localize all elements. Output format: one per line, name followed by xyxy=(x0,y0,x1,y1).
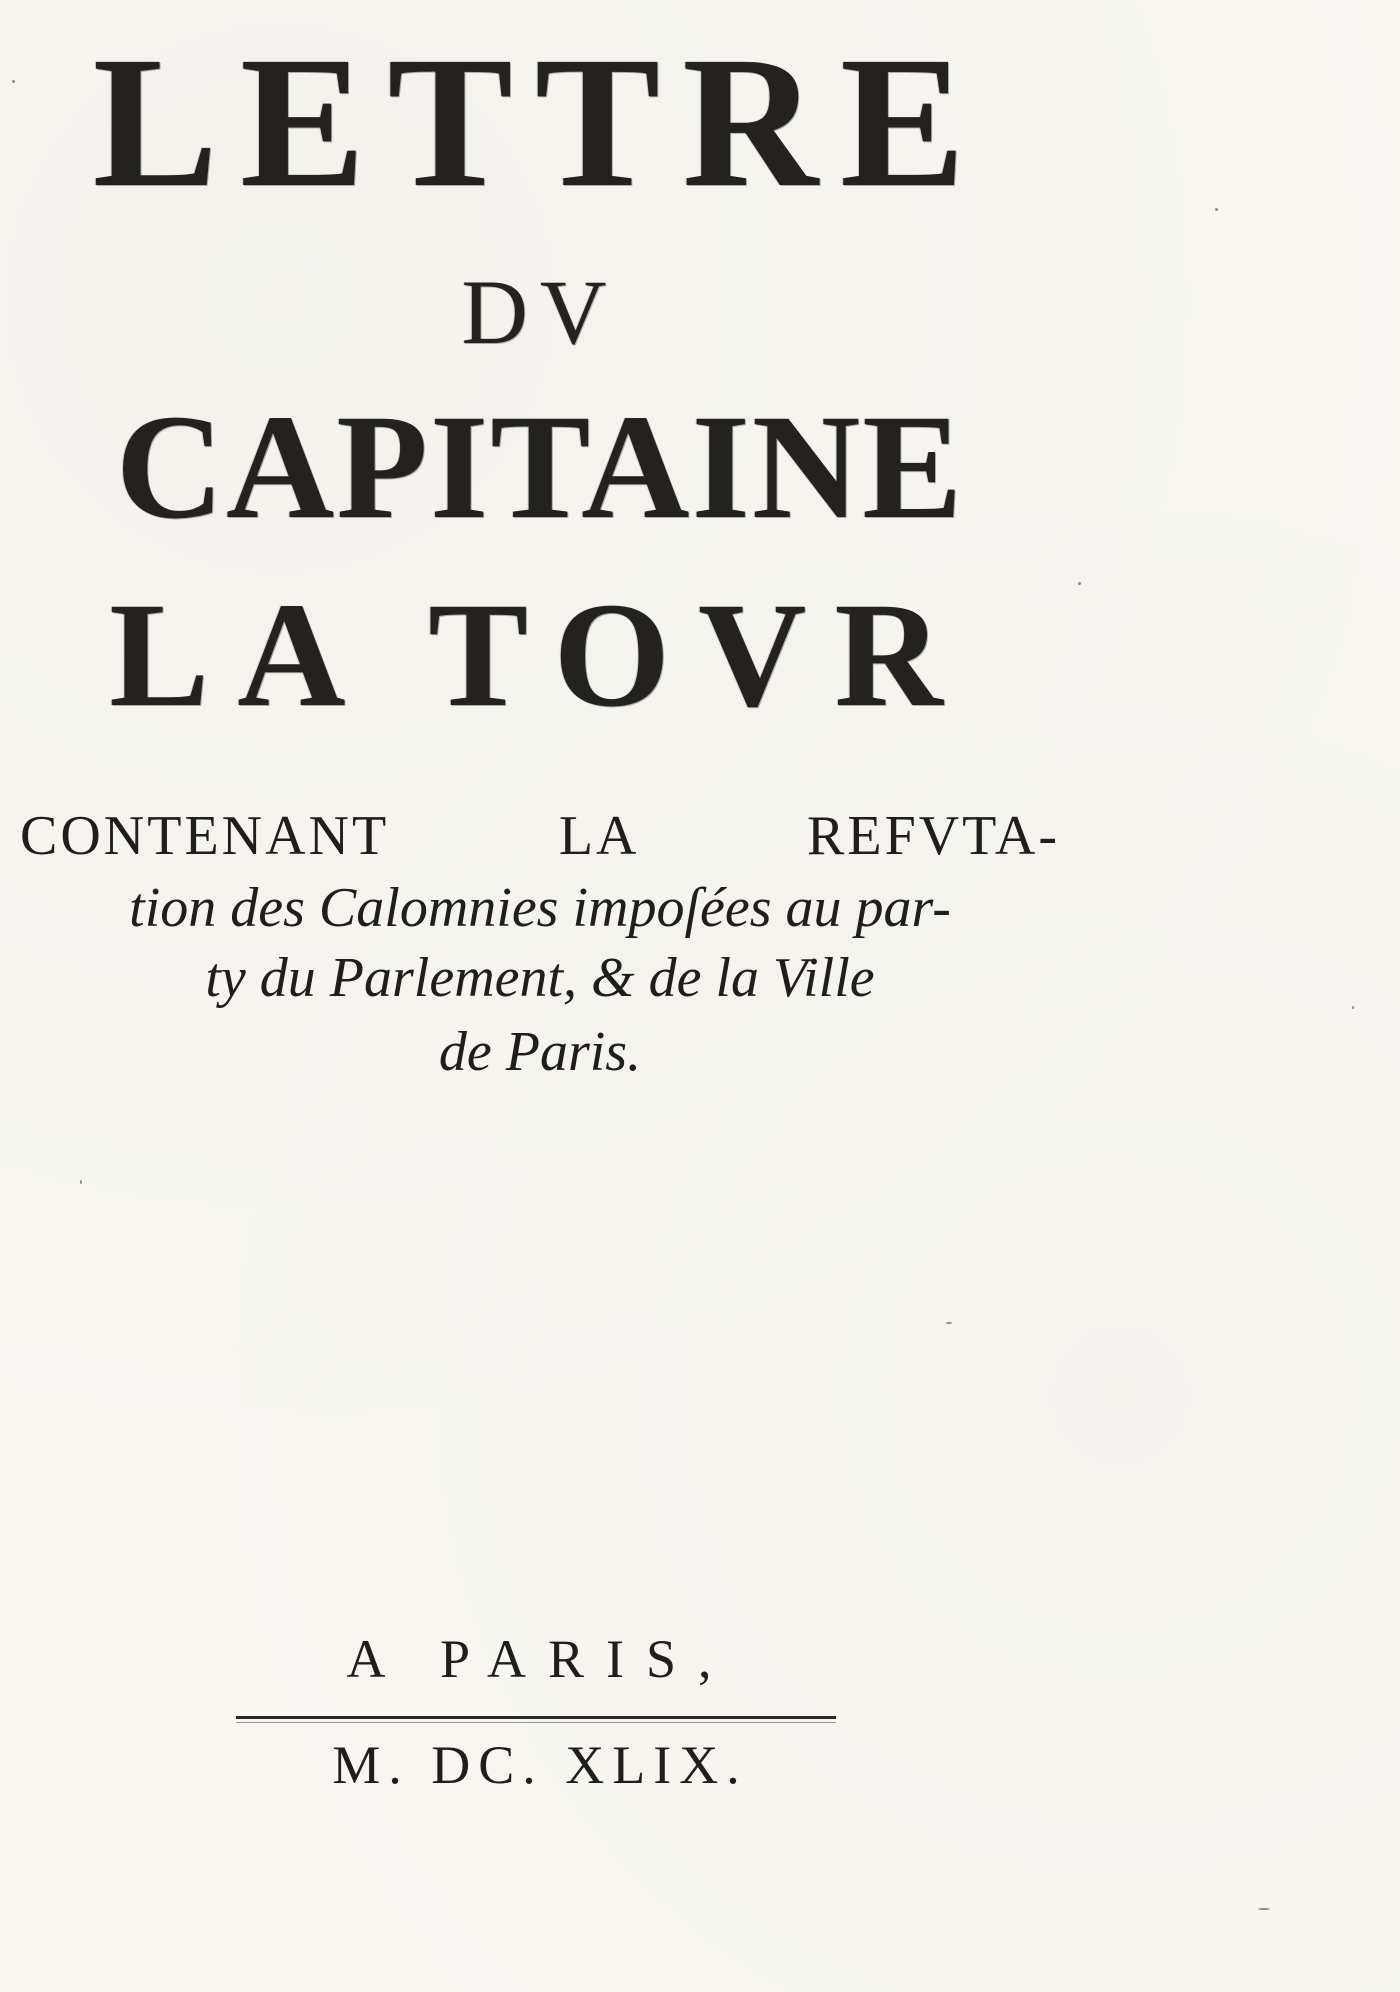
imprint-year: M. DC. XLIX. xyxy=(332,1735,748,1795)
subtitle-line-4: de Paris. xyxy=(438,1021,642,1083)
imprint-rule xyxy=(236,1716,836,1719)
paper-speck xyxy=(1352,1006,1354,1009)
subtitle-line-2: tion des Calomnies impoſées au par- xyxy=(129,877,951,939)
subtitle-line-1: CONTENANT LA REFVTA- xyxy=(20,805,1060,867)
imprint-place: A PARIS, xyxy=(346,1629,734,1689)
paper-speck xyxy=(1258,1908,1270,1910)
title-la-tour: LA TOVR xyxy=(109,572,971,738)
paper-speck xyxy=(80,1180,82,1184)
paper-speck xyxy=(12,80,15,83)
title-capitaine: CAPITAINE xyxy=(115,384,965,550)
title-lettre: LETTRE xyxy=(92,17,988,226)
paper-speck xyxy=(1078,582,1081,585)
subtitle-line-3: ty du Parlement, & de la Ville xyxy=(205,947,875,1009)
paper-speck xyxy=(946,1322,952,1324)
paper-speck xyxy=(1215,208,1218,211)
title-du: DV xyxy=(461,261,619,363)
